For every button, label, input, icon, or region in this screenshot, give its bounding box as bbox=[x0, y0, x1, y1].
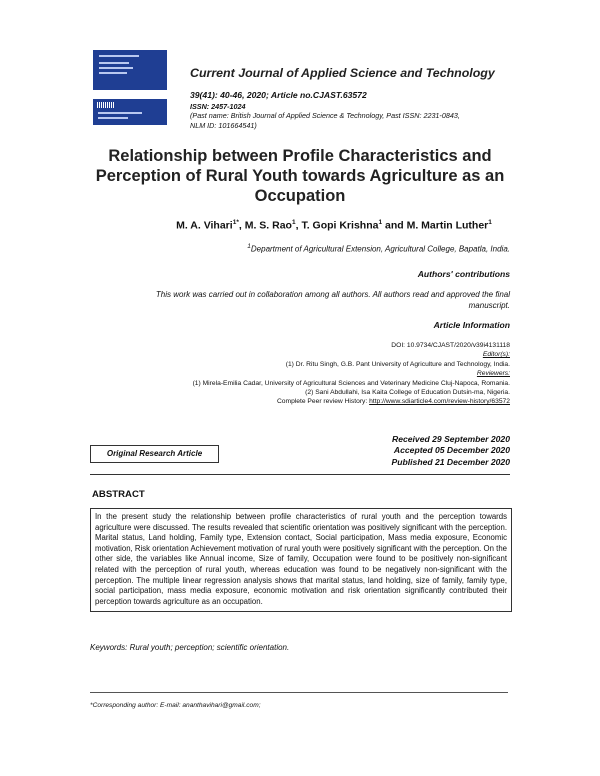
author-sup: 1 bbox=[378, 219, 383, 226]
issn: ISSN: 2457-1024 bbox=[190, 102, 246, 111]
author-sup: 1* bbox=[232, 219, 239, 226]
author-name: T. Gopi Krishna bbox=[301, 219, 379, 232]
editors-label: Editor(s): bbox=[482, 351, 510, 359]
review-history-label: Complete Peer review History: bbox=[276, 398, 370, 406]
published-date: Published 21 December 2020 bbox=[391, 456, 510, 467]
contributions-line1: This work was carried out in collaboration among all authors. All authors read and approved the final bbox=[155, 290, 510, 299]
editor-entry: (1) Dr. Ritu Singh, G.B. Pant University of Agriculture and Technology, India. bbox=[285, 360, 510, 368]
reviewers-label: Reviewers: bbox=[476, 370, 510, 378]
author-list bbox=[150, 219, 518, 232]
footnote-divider bbox=[90, 692, 508, 693]
article-type-badge: Original Research Article bbox=[90, 445, 219, 463]
contributions-heading: Authors' contributions bbox=[417, 269, 510, 279]
paper-title bbox=[80, 146, 520, 206]
reviewer-entry: (1) Mirela-Emilia Cadar, University of Agricultural Sciences and Veterinary Medicine Cluj-Napoca, Romania. bbox=[192, 379, 510, 387]
review-history-link[interactable]: http://www.sdiarticle4.com/review-history/63572 bbox=[369, 398, 510, 406]
author-sep: , bbox=[238, 219, 245, 232]
author-sup: 1 bbox=[291, 219, 296, 226]
received-date: Received 29 September 2020 bbox=[392, 434, 510, 444]
past-name-line2: NLM ID: 101664541) bbox=[190, 121, 257, 130]
article-info-heading: Article Information bbox=[433, 320, 510, 330]
journal-cover-image bbox=[93, 50, 167, 90]
author-name: M. A. Vihari bbox=[176, 219, 233, 232]
reviewer-entry: (2) Sani Abdullahi, Isa Kaita College of Education Dutsin-ma, Nigeria. bbox=[305, 389, 510, 397]
past-name-line1: (Past name: British Journal of Applied Science & Technology, Past ISSN: 2231-0843, bbox=[190, 111, 460, 120]
affiliation-sup: 1 bbox=[247, 243, 251, 250]
journal-name: Current Journal of Applied Science and Technology bbox=[190, 66, 495, 80]
accepted-date: Accepted 05 December 2020 bbox=[393, 445, 510, 456]
journal-logo-image bbox=[93, 99, 167, 125]
keywords: Keywords: Rural youth; perception; scientific orientation. bbox=[90, 643, 290, 652]
past-name bbox=[190, 111, 520, 131]
divider bbox=[90, 474, 510, 475]
article-info bbox=[90, 341, 510, 407]
abstract-heading: ABSTRACT bbox=[92, 489, 145, 500]
author-sep: , bbox=[295, 219, 302, 232]
affiliation-text: Department of Agricultural Extension, Agricultural College, Bapatla, India. bbox=[250, 244, 510, 254]
publication-dates bbox=[300, 434, 510, 468]
barcode-icon bbox=[97, 102, 115, 108]
citation: 39(41): 40-46, 2020; Article no.CJAST.63572 bbox=[190, 90, 367, 100]
title-line3: Occupation bbox=[254, 187, 346, 205]
doi: DOI: 10.9734/CJAST/2020/v39i4131118 bbox=[391, 342, 510, 349]
abstract-text: In the present study the relationship between profile characteristics of rural youth and the perception towards agriculture were discussed. The results revealed that scientific orientation was positively significant with the perception. Marital status, Land holding, Family type, Extension contact, Social participation, Mass media exposure, Economic motivation, Risk orientation Achievement motivation of rural youth were positively significant with the perception. On the other side, the variables like Annual income, Size of family, Occupation were found to be positively non-significant related with the perception of rural youth, whereas education was found to be negatively non-significant with the perception. The multiple linear regression analysis shows that marital status, land holding, size of family, family type, social participation, mass media exposure, economic motivation and risk orientation significantly contributed their perception towards agriculture as an occupation. bbox=[90, 508, 512, 612]
author-sep: and bbox=[382, 219, 407, 232]
author-name: M. S. Rao bbox=[244, 219, 292, 232]
author-name: M. Martin Luther bbox=[406, 219, 489, 232]
corresponding-author: *Corresponding author: E-mail: ananthavihari@gmail.com; bbox=[90, 702, 261, 709]
contributions-text bbox=[90, 289, 510, 311]
title-line1: Relationship between Profile Characteristics and bbox=[108, 147, 492, 165]
contributions-line2: manuscript. bbox=[468, 301, 510, 310]
review-history bbox=[90, 397, 510, 406]
author-sup: 1 bbox=[488, 219, 492, 226]
title-line2: Perception of Rural Youth towards Agriculture as an bbox=[95, 167, 505, 185]
affiliation bbox=[160, 243, 510, 254]
